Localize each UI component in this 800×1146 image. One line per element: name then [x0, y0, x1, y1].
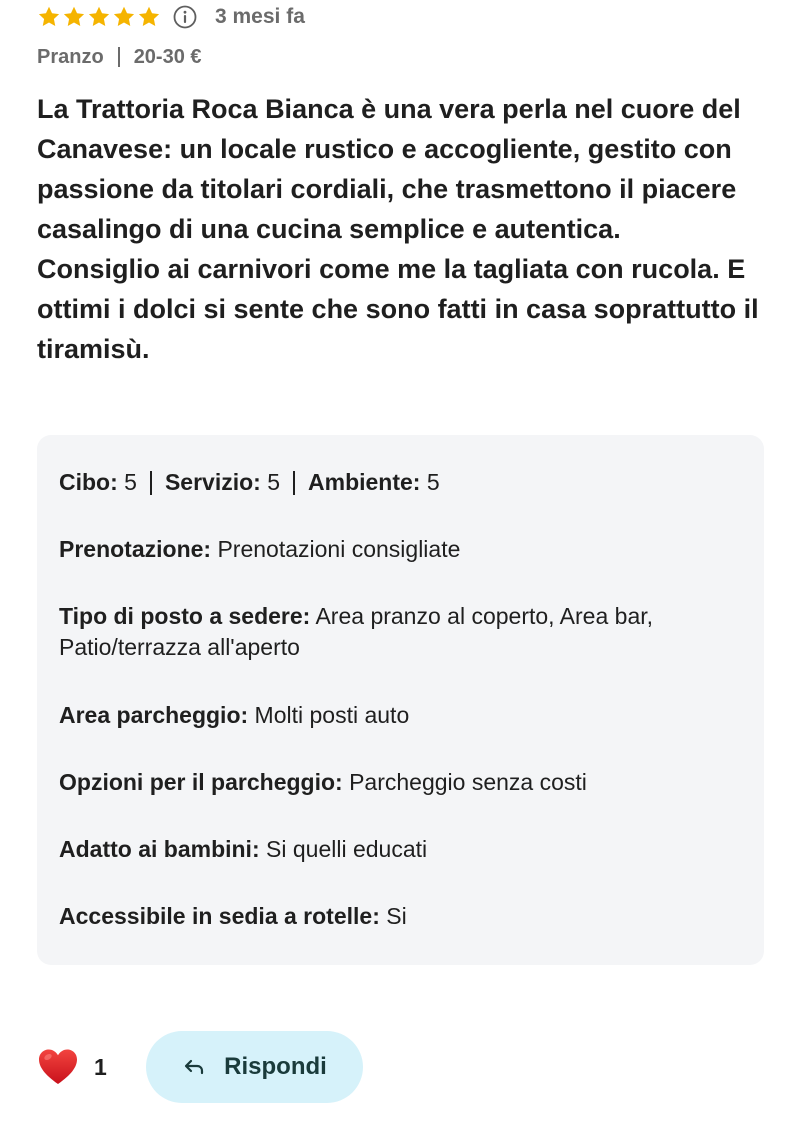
rating-row — [37, 0, 305, 34]
detail-parking-area — [59, 700, 409, 731]
detail-label: Opzioni per il parcheggio: — [59, 769, 343, 795]
detail-value: Si — [386, 903, 407, 929]
review-paragraph: Consiglio ai carnivori come me la tagliata con rucola. E ottimi i dolci si sente che sono fatti in casa soprattutto il tiramisù. — [37, 254, 759, 364]
reply-arrow-icon — [182, 1055, 206, 1079]
ambience-rating-value: 5 — [426, 469, 440, 495]
detail-kid-friendly — [59, 834, 427, 865]
star-icon — [37, 5, 61, 29]
price-range: 20-30 € — [133, 45, 202, 68]
sub-ratings — [59, 467, 440, 498]
service-rating-value: 5 — [267, 469, 281, 495]
detail-parking-options — [59, 767, 587, 798]
star-icon — [137, 5, 161, 29]
like-count: 1 — [94, 1053, 107, 1080]
score-divider — [150, 471, 152, 495]
detail-value: Parcheggio senza costi — [349, 769, 587, 795]
detail-label: Prenotazione: — [59, 536, 212, 562]
detail-wheelchair — [59, 901, 407, 932]
food-rating-label: Cibo: — [59, 469, 118, 495]
detail-label: Accessibile in sedia a rotelle: — [59, 903, 380, 929]
food-rating-value: 5 — [124, 469, 137, 495]
meta-divider — [118, 47, 120, 67]
service-rating-label: Servizio: — [164, 469, 261, 495]
star-icon — [62, 5, 86, 29]
detail-reservation — [59, 534, 460, 565]
detail-value: Si quelli educati — [266, 836, 428, 862]
detail-value: Prenotazioni consigliate — [217, 536, 461, 562]
star-icon — [112, 5, 136, 29]
score-divider — [293, 471, 295, 495]
reply-button[interactable] — [146, 1031, 363, 1103]
detail-value: Area pranzo al coperto, Area bar, Patio/terrazza all'aperto — [59, 603, 654, 660]
reply-label: Rispondi — [224, 1053, 327, 1080]
info-icon[interactable] — [173, 5, 197, 29]
heart-icon[interactable] — [37, 1046, 79, 1088]
review-meta — [37, 43, 202, 71]
detail-value: Molti posti auto — [254, 702, 410, 728]
review-date: 3 mesi fa — [215, 5, 305, 28]
star-icon — [87, 5, 111, 29]
review-actions — [37, 1031, 363, 1103]
detail-seating — [59, 601, 734, 663]
detail-label: Area parcheggio: — [59, 702, 249, 728]
meal-type: Pranzo — [37, 45, 104, 68]
detail-label: Adatto ai bambini: — [59, 836, 260, 862]
review-details-box — [37, 435, 764, 965]
review-body — [37, 89, 764, 369]
review-paragraph: La Trattoria Roca Bianca è una vera perla nel cuore del Canavese: un locale rustico e accogliente, gestito con passione da titolari cordiali, che trasmettono il piacere casalingo di una cucina semplice e autentica. — [37, 94, 741, 244]
ambience-rating-label: Ambiente: — [308, 469, 421, 495]
star-rating — [37, 5, 161, 29]
detail-label: Tipo di posto a sedere: — [59, 603, 311, 629]
